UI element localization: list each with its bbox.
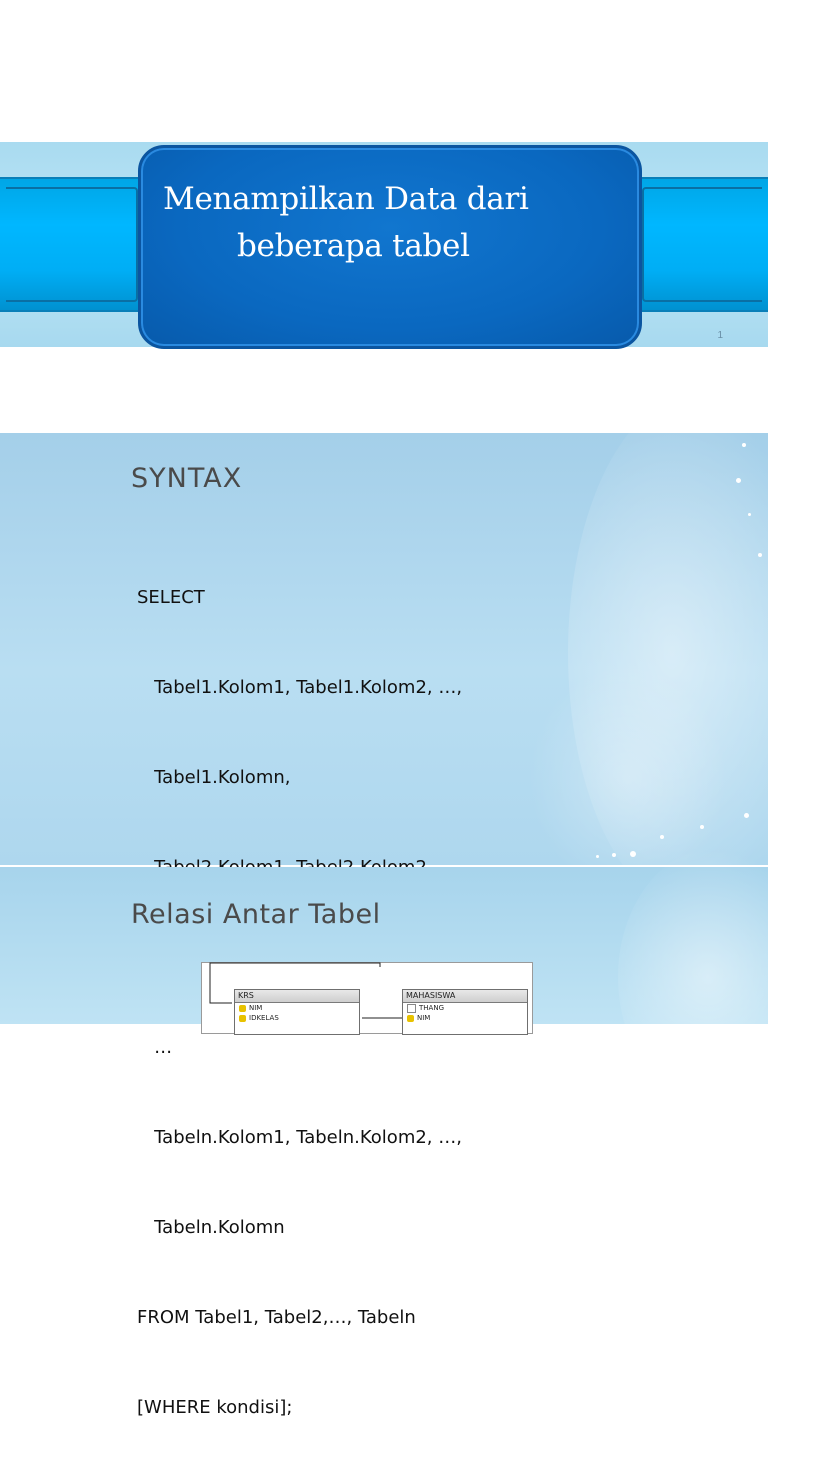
table-mahasiswa[interactable] (402, 989, 528, 1035)
page-number: 1 (717, 330, 723, 341)
background-swirl (618, 847, 818, 1107)
column-name: IDKELAS (249, 1014, 279, 1022)
table-krs[interactable] (234, 989, 360, 1035)
relation-diagram (201, 962, 533, 1034)
sparkle-dot (660, 835, 664, 839)
sparkle-dot (700, 825, 704, 829)
column-name: NIM (417, 1014, 431, 1022)
sparkle-dot (748, 513, 751, 516)
code-line: SELECT (137, 587, 205, 608)
column-name: THANG (419, 1004, 444, 1012)
relation-heading: Relasi Antar Tabel (131, 899, 381, 930)
table-mahasiswa-title: MAHASISWA (403, 990, 527, 1003)
slide-title (141, 176, 639, 270)
band-frame-left (6, 187, 138, 302)
code-line: Tabeln.Kolom1, Tabeln.Kolom2, …, (137, 1127, 462, 1148)
primary-key-icon (239, 1015, 246, 1022)
column-icon (407, 1004, 416, 1013)
sparkle-dot (744, 813, 749, 818)
sparkle-dot (742, 443, 746, 447)
code-line: FROM Tabel1, Tabel2,…, Tabeln (137, 1307, 416, 1328)
sparkle-dot (758, 553, 762, 557)
sparkle-dot (630, 851, 636, 857)
code-line: … (137, 1037, 173, 1058)
band-frame-right (642, 187, 762, 302)
table-row (235, 1003, 359, 1013)
code-line: Tabeln.Kolomn (137, 1217, 285, 1238)
slide-title-line-2: beberapa tabel (237, 228, 470, 264)
title-box (138, 145, 642, 349)
code-line: [WHERE kondisi]; (137, 1397, 293, 1418)
code-line: Tabel1.Kolomn, (137, 767, 291, 788)
title-slide (0, 142, 768, 347)
syntax-heading: SYNTAX (131, 463, 243, 494)
table-krs-title: KRS (235, 990, 359, 1003)
primary-key-icon (407, 1015, 414, 1022)
slide-title-line-1: Menampilkan Data dari (163, 181, 529, 217)
sparkle-dot (612, 853, 616, 857)
primary-key-icon (239, 1005, 246, 1012)
relation-slide (0, 867, 768, 1024)
column-name: NIM (249, 1004, 263, 1012)
table-row (403, 1013, 527, 1023)
sparkle-dot (736, 478, 741, 483)
table-row (403, 1003, 527, 1013)
table-row (235, 1013, 359, 1023)
sparkle-dot (596, 855, 599, 858)
code-line: Tabel1.Kolom1, Tabel1.Kolom2, …, (137, 677, 463, 698)
